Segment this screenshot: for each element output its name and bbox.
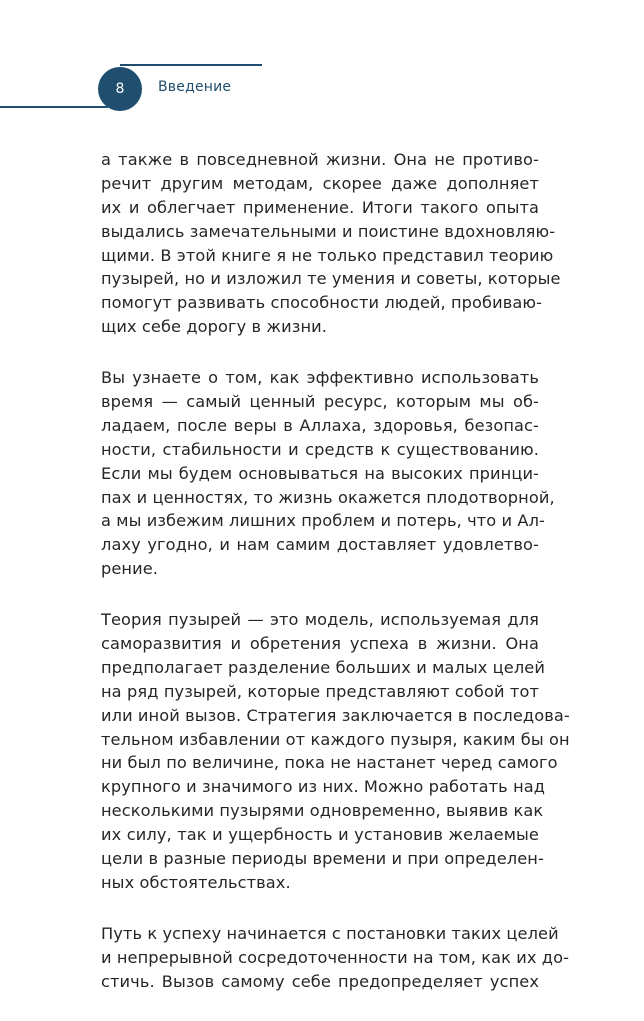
text-line: саморазвития и обретения успеха в жизни. Она [101, 634, 539, 654]
text-line: ных обстоятельствах. [101, 872, 291, 892]
text-line: ности, стабильности и средств к существованию. [101, 439, 539, 459]
paragraph-2 [101, 366, 555, 581]
text-line: их и облегчает применение. Итоги такого опыта [101, 197, 539, 217]
text-line: Если мы будем основываться на высоких принци- [101, 463, 539, 483]
text-line: ни был по величине, пока не настанет черед самого [101, 753, 558, 773]
text-line: а мы избежим лишних проблем и потерь, что и Ал- [101, 511, 545, 531]
text-line: Путь к успеху начинается с постановки таких целей [101, 923, 559, 943]
text-line: лаху угодно, и нам самим доставляет удовлетво- [101, 535, 539, 555]
text-line: щих себе дорогу в жизни. [101, 317, 327, 337]
text-line: их силу, так и ущербность и установив желаемые [101, 825, 539, 845]
text-line: или иной вызов. Стратегия заключается в последова- [101, 705, 570, 725]
header-rule-top [120, 64, 262, 66]
text-line: тельном избавлении от каждого пузыря, каким бы он [101, 729, 570, 749]
text-line: цели в разные периоды времени и при определен- [101, 849, 544, 869]
text-line: пузырей, но и изложил те умения и советы, которые [101, 269, 561, 289]
text-line: и непрерывной сосредоточенности на том, как их до- [101, 947, 570, 967]
text-line: пах и ценностях, то жизнь окажется плодотворной, [101, 487, 555, 507]
text-line: щими. В этой книге я не только представил теорию [101, 245, 554, 265]
text-line: рение. [101, 559, 159, 579]
text-line: помогут развивать способности людей, пробиваю- [101, 293, 543, 313]
paragraph-4 [101, 922, 570, 994]
text-line: Вы узнаете о том, как эффективно использовать [101, 368, 539, 388]
text-line: предполагает разделение больших и малых целей [101, 657, 545, 677]
text-line: а также в повседневной жизни. Она не противо- [101, 150, 539, 169]
text-line: стичь. Вызов самому себе предопределяет успех [101, 971, 539, 991]
text-line: Теория пузырей — это модель, используемая для [101, 610, 539, 630]
text-line: на ряд пузырей, которые представляют собой тот [101, 681, 539, 701]
paragraph-3 [101, 608, 570, 895]
section-title: Введение [158, 79, 232, 95]
text-line: выдались замечательными и поистине вдохновляю- [101, 221, 556, 241]
page-number-badge: 8 [98, 67, 142, 111]
header-rule [0, 106, 108, 108]
text-line: время — самый ценный ресурс, которым мы об- [101, 392, 539, 412]
body-text [101, 148, 570, 1021]
paragraph-1 [101, 148, 561, 339]
text-line: ладаем, после веры в Аллаха, здоровья, безопас- [101, 415, 539, 435]
text-line: несколькими пузырями одновременно, выявив как [101, 801, 544, 821]
text-line: речит другим методам, скорее даже дополняет [101, 173, 539, 193]
text-line: крупного и значимого из них. Можно работать над [101, 777, 546, 797]
